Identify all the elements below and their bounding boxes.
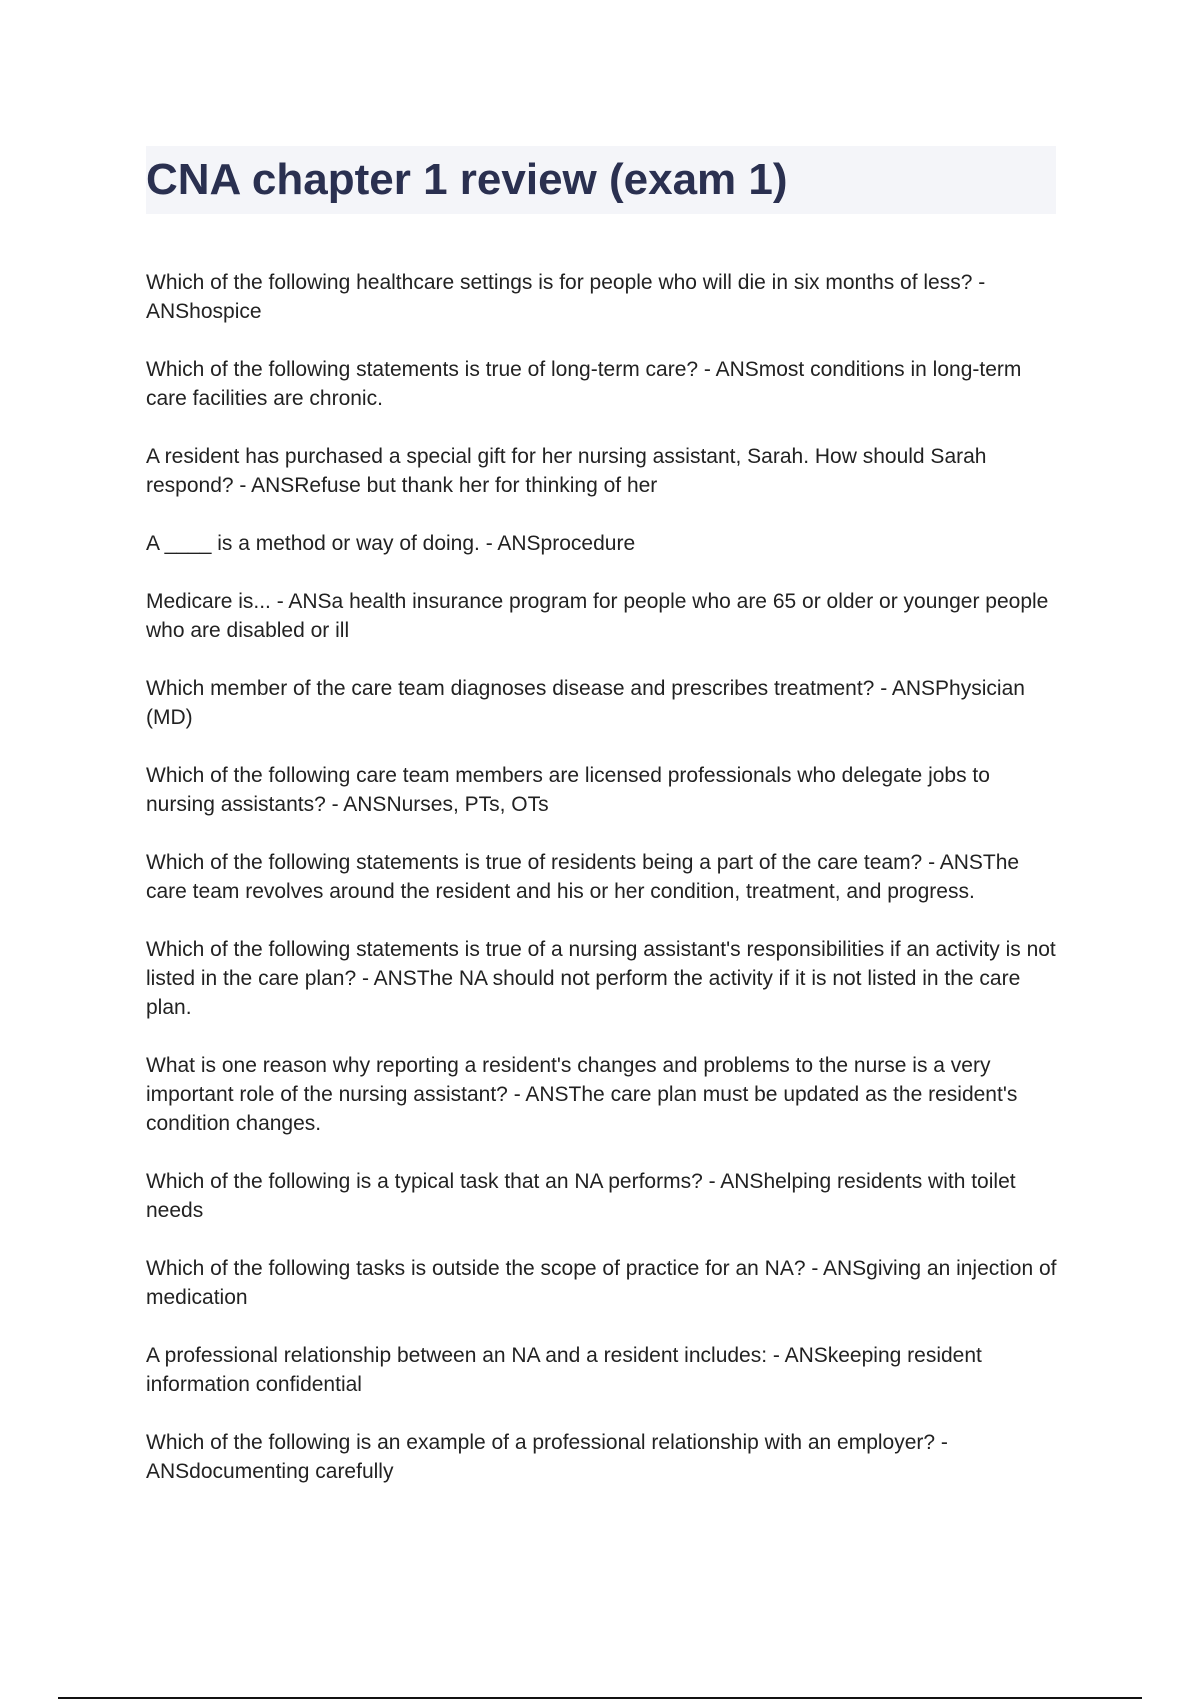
footer-divider (58, 1697, 1142, 1699)
qa-item: Which of the following care team members are licensed professionals who delegate jobs to nursing assistants? - ANSNurses, PTs, OTs (146, 764, 990, 816)
qa-item: Which of the following is a typical task that an NA performs? - ANShelping residents with toilet needs (146, 1170, 1016, 1222)
qa-item: A professional relationship between an NA and a resident includes: - ANSkeeping resident information confidential (146, 1344, 982, 1396)
qa-item: Which of the following statements is true of residents being a part of the care team? - ANSThe care team revolves around the resident and his or her condition, treatment, and progress. (146, 851, 1020, 903)
qa-item: Which of the following healthcare settings is for people who will die in six months of less? - ANShospice (146, 271, 986, 323)
title-bar (146, 146, 1056, 214)
qa-item: Which member of the care team diagnoses disease and prescribes treatment? - ANSPhysician (MD) (146, 677, 1025, 729)
qa-item: A ____ is a method or way of doing. - ANSprocedure (146, 532, 636, 555)
qa-item: Medicare is... - ANSa health insurance program for people who are 65 or older or younger people who are disabled or ill (146, 590, 1049, 642)
qa-item: Which of the following tasks is outside the scope of practice for an NA? - ANSgiving an injection of medication (146, 1257, 1057, 1309)
qa-item: A resident has purchased a special gift for her nursing assistant, Sarah. How should Sarah respond? - ANSRefuse but thank her for thinking of her (146, 445, 987, 497)
qa-list (146, 268, 1062, 1515)
page-title: CNA chapter 1 review (exam 1) (146, 155, 788, 204)
qa-item: Which of the following statements is true of a nursing assistant's responsibilities if an activity is not listed in the care plan? - ANSThe NA should not perform the activity if it is not listed in the care plan. (146, 938, 1056, 1019)
qa-item: Which of the following statements is true of long-term care? - ANSmost conditions in long-term care facilities are chronic. (146, 358, 1022, 410)
qa-item: Which of the following is an example of a professional relationship with an employer? - ANSdocumenting carefully (146, 1431, 948, 1483)
qa-item: What is one reason why reporting a resident's changes and problems to the nurse is a very important role of the nursing assistant? - ANSThe care plan must be updated as the resident's condition changes. (146, 1054, 1018, 1135)
